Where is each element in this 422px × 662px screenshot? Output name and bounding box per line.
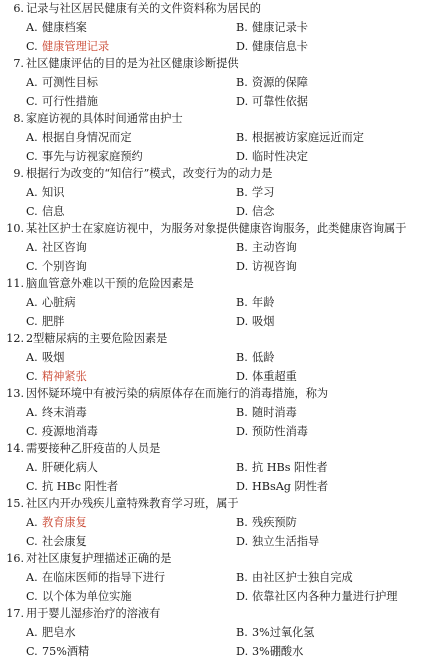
question-number: 12. bbox=[6, 332, 24, 345]
option-text: 信息 bbox=[42, 205, 65, 218]
option-letter: A. bbox=[26, 351, 38, 364]
option-b bbox=[236, 184, 274, 202]
question-number: 7. bbox=[13, 57, 24, 70]
option-text: 年龄 bbox=[252, 296, 275, 309]
option-letter: A. bbox=[26, 516, 38, 529]
option-text: 肥皂水 bbox=[42, 626, 76, 639]
option-b bbox=[236, 569, 353, 587]
option-letter: A. bbox=[26, 76, 38, 89]
option-letter: C. bbox=[26, 425, 38, 438]
option-text: 在临床医师的指导下进行 bbox=[42, 571, 166, 584]
option-text: 事先与访视家庭预约 bbox=[42, 150, 143, 163]
option-c bbox=[26, 148, 143, 166]
question-stem bbox=[0, 330, 422, 348]
question-stem bbox=[0, 440, 422, 458]
option-letter: A. bbox=[26, 406, 38, 419]
option-c bbox=[26, 313, 64, 331]
option-letter: C. bbox=[26, 260, 38, 273]
question-stem bbox=[0, 165, 422, 183]
option-a bbox=[26, 349, 64, 367]
option-text: 抗 HBs 阳性者 bbox=[252, 461, 328, 474]
question-stem bbox=[0, 385, 422, 403]
option-d bbox=[236, 478, 328, 496]
option-text: 资源的保障 bbox=[252, 76, 308, 89]
question-number: 9. bbox=[13, 167, 24, 180]
option-d bbox=[236, 38, 308, 56]
option-b bbox=[236, 459, 328, 477]
option-text: 预防性消毒 bbox=[252, 425, 308, 438]
question-text: 脑血管意外难以干预的危险因素是 bbox=[26, 277, 194, 290]
option-letter: B. bbox=[236, 131, 248, 144]
option-letter: D. bbox=[236, 480, 249, 493]
option-b bbox=[236, 239, 297, 257]
option-letter: D. bbox=[236, 370, 249, 383]
option-b bbox=[236, 19, 308, 37]
question-text: 记录与社区居民健康有关的文件资料称为居民的 bbox=[26, 2, 261, 15]
option-c bbox=[26, 478, 118, 496]
option-letter: D. bbox=[236, 260, 249, 273]
option-text: 健康信息卡 bbox=[252, 40, 308, 53]
option-d bbox=[236, 533, 319, 551]
option-letter: C. bbox=[26, 95, 38, 108]
option-letter: B. bbox=[236, 76, 248, 89]
option-letter: D. bbox=[236, 40, 249, 53]
question-text: 家庭访视的具体时间通常由护士 bbox=[26, 112, 183, 125]
question-number: 6. bbox=[13, 2, 24, 15]
option-d bbox=[236, 203, 274, 221]
option-text: 可行性措施 bbox=[42, 95, 98, 108]
question-text: 因怀疑环境中有被污染的病原体存在而施行的消毒措施，称为 bbox=[26, 387, 329, 400]
option-a bbox=[26, 19, 87, 37]
option-letter: C. bbox=[26, 150, 38, 163]
option-text: 低龄 bbox=[252, 351, 275, 364]
option-b bbox=[236, 624, 315, 642]
option-a bbox=[26, 184, 64, 202]
question-text: 根据行为改变的“知信行”模式，改变行为的动力是 bbox=[26, 167, 273, 180]
option-text: 信念 bbox=[252, 205, 275, 218]
option-letter: B. bbox=[236, 461, 248, 474]
option-letter: A. bbox=[26, 241, 38, 254]
option-text: 75%酒精 bbox=[42, 645, 90, 658]
option-text: 吸烟 bbox=[252, 315, 275, 328]
option-letter: D. bbox=[236, 95, 249, 108]
option-letter: C. bbox=[26, 480, 38, 493]
option-letter: C. bbox=[26, 315, 38, 328]
option-d bbox=[236, 643, 303, 661]
option-text: 精神紧张 bbox=[42, 370, 87, 383]
option-letter: C. bbox=[26, 590, 38, 603]
option-c bbox=[26, 533, 87, 551]
option-a bbox=[26, 74, 98, 92]
option-c bbox=[26, 588, 132, 606]
option-letter: A. bbox=[26, 571, 38, 584]
option-letter: B. bbox=[236, 571, 248, 584]
option-letter: D. bbox=[236, 150, 249, 163]
question-number: 16. bbox=[6, 552, 24, 565]
option-letter: B. bbox=[236, 241, 248, 254]
option-letter: D. bbox=[236, 645, 249, 658]
question-stem bbox=[0, 495, 422, 513]
question-text: 对社区康复护理描述正确的是 bbox=[26, 552, 172, 565]
option-letter: D. bbox=[236, 315, 249, 328]
option-c bbox=[26, 643, 89, 661]
option-d bbox=[236, 258, 297, 276]
question-number: 10. bbox=[6, 222, 24, 235]
option-text: 根据自身情况而定 bbox=[42, 131, 132, 144]
question-number: 17. bbox=[6, 607, 24, 620]
option-b bbox=[236, 294, 274, 312]
option-a bbox=[26, 129, 132, 147]
option-text: 肝硬化病人 bbox=[42, 461, 98, 474]
option-text: 以个体为单位实施 bbox=[42, 590, 132, 603]
option-text: 随时消毒 bbox=[252, 406, 297, 419]
option-letter: C. bbox=[26, 40, 38, 53]
question-stem bbox=[0, 550, 422, 568]
option-text: 终末消毒 bbox=[42, 406, 87, 419]
option-text: 健康记录卡 bbox=[252, 21, 308, 34]
question-stem bbox=[0, 110, 422, 128]
question-stem bbox=[0, 55, 422, 73]
question-stem bbox=[0, 0, 422, 18]
option-b bbox=[236, 129, 364, 147]
option-letter: B. bbox=[236, 21, 248, 34]
option-a bbox=[26, 459, 98, 477]
option-text: 社区咨询 bbox=[42, 241, 87, 254]
option-d bbox=[236, 93, 308, 111]
option-letter: B. bbox=[236, 351, 248, 364]
option-letter: A. bbox=[26, 626, 38, 639]
option-letter: B. bbox=[236, 296, 248, 309]
option-text: 健康管理记录 bbox=[42, 40, 110, 53]
option-d bbox=[236, 588, 397, 606]
option-c bbox=[26, 258, 87, 276]
question-text: 2型糖尿病的主要危险因素是 bbox=[26, 332, 168, 345]
option-text: 临时性决定 bbox=[252, 150, 308, 163]
question-text: 社区内开办残疾儿童特殊教育学习班，属于 bbox=[26, 497, 239, 510]
option-b bbox=[236, 349, 274, 367]
option-text: 依靠社区内各种力量进行护理 bbox=[252, 590, 398, 603]
option-a bbox=[26, 624, 76, 642]
option-text: 知识 bbox=[42, 186, 65, 199]
option-letter: D. bbox=[236, 205, 249, 218]
question-text: 需要接种乙肝疫苗的人员是 bbox=[26, 442, 161, 455]
option-b bbox=[236, 404, 297, 422]
option-text: 学习 bbox=[252, 186, 275, 199]
option-d bbox=[236, 423, 308, 441]
option-letter: C. bbox=[26, 535, 38, 548]
option-text: 3%过氧化氢 bbox=[252, 626, 315, 639]
option-text: 访视咨询 bbox=[252, 260, 297, 273]
question-text: 社区健康评估的目的是为社区健康诊断提供 bbox=[26, 57, 239, 70]
question-number: 8. bbox=[13, 112, 24, 125]
option-text: 可靠性依据 bbox=[252, 95, 308, 108]
option-a bbox=[26, 239, 87, 257]
option-text: 健康档案 bbox=[42, 21, 87, 34]
option-text: 可测性目标 bbox=[42, 76, 98, 89]
option-text: HBsAg 阴性者 bbox=[252, 480, 329, 493]
option-letter: D. bbox=[236, 535, 249, 548]
option-text: 根据被访家庭远近而定 bbox=[252, 131, 364, 144]
option-text: 残疾预防 bbox=[252, 516, 297, 529]
option-text: 疫源地消毒 bbox=[42, 425, 98, 438]
option-d bbox=[236, 313, 274, 331]
option-text: 独立生活指导 bbox=[252, 535, 320, 548]
option-d bbox=[236, 148, 308, 166]
option-c bbox=[26, 368, 87, 386]
option-text: 个别咨询 bbox=[42, 260, 87, 273]
question-number: 15. bbox=[6, 497, 24, 510]
option-text: 社会康复 bbox=[42, 535, 87, 548]
option-c bbox=[26, 38, 109, 56]
option-text: 由社区护士独自完成 bbox=[252, 571, 353, 584]
option-letter: B. bbox=[236, 516, 248, 529]
option-text: 心脏病 bbox=[42, 296, 76, 309]
option-letter: C. bbox=[26, 645, 38, 658]
option-a bbox=[26, 514, 87, 532]
option-b bbox=[236, 514, 297, 532]
question-text: 用于婴儿湿疹治疗的溶液有 bbox=[26, 607, 161, 620]
option-a bbox=[26, 294, 76, 312]
option-text: 肥胖 bbox=[42, 315, 65, 328]
question-number: 14. bbox=[6, 442, 24, 455]
question-number: 13. bbox=[6, 387, 24, 400]
option-letter: B. bbox=[236, 406, 248, 419]
option-letter: A. bbox=[26, 296, 38, 309]
option-text: 教育康复 bbox=[42, 516, 87, 529]
question-stem bbox=[0, 220, 422, 238]
question-text: 某社区护士在家庭访视中，为服务对象提供健康咨询服务，此类健康咨询属于 bbox=[26, 222, 407, 235]
option-letter: D. bbox=[236, 590, 249, 603]
option-letter: A. bbox=[26, 131, 38, 144]
question-stem bbox=[0, 605, 422, 623]
option-text: 抗 HBc 阳性者 bbox=[42, 480, 119, 493]
option-c bbox=[26, 423, 98, 441]
option-letter: C. bbox=[26, 370, 38, 383]
question-stem bbox=[0, 275, 422, 293]
option-letter: D. bbox=[236, 425, 249, 438]
option-c bbox=[26, 93, 98, 111]
option-text: 吸烟 bbox=[42, 351, 65, 364]
option-letter: A. bbox=[26, 461, 38, 474]
question-number: 11. bbox=[6, 277, 24, 290]
option-b bbox=[236, 74, 308, 92]
option-a bbox=[26, 569, 165, 587]
option-d bbox=[236, 368, 297, 386]
option-letter: A. bbox=[26, 21, 38, 34]
option-letter: B. bbox=[236, 186, 248, 199]
option-letter: C. bbox=[26, 205, 38, 218]
option-c bbox=[26, 203, 64, 221]
option-a bbox=[26, 404, 87, 422]
option-text: 体重超重 bbox=[252, 370, 297, 383]
option-letter: B. bbox=[236, 626, 248, 639]
option-text: 3%硼酸水 bbox=[252, 645, 304, 658]
option-text: 主动咨询 bbox=[252, 241, 297, 254]
option-letter: A. bbox=[26, 186, 38, 199]
